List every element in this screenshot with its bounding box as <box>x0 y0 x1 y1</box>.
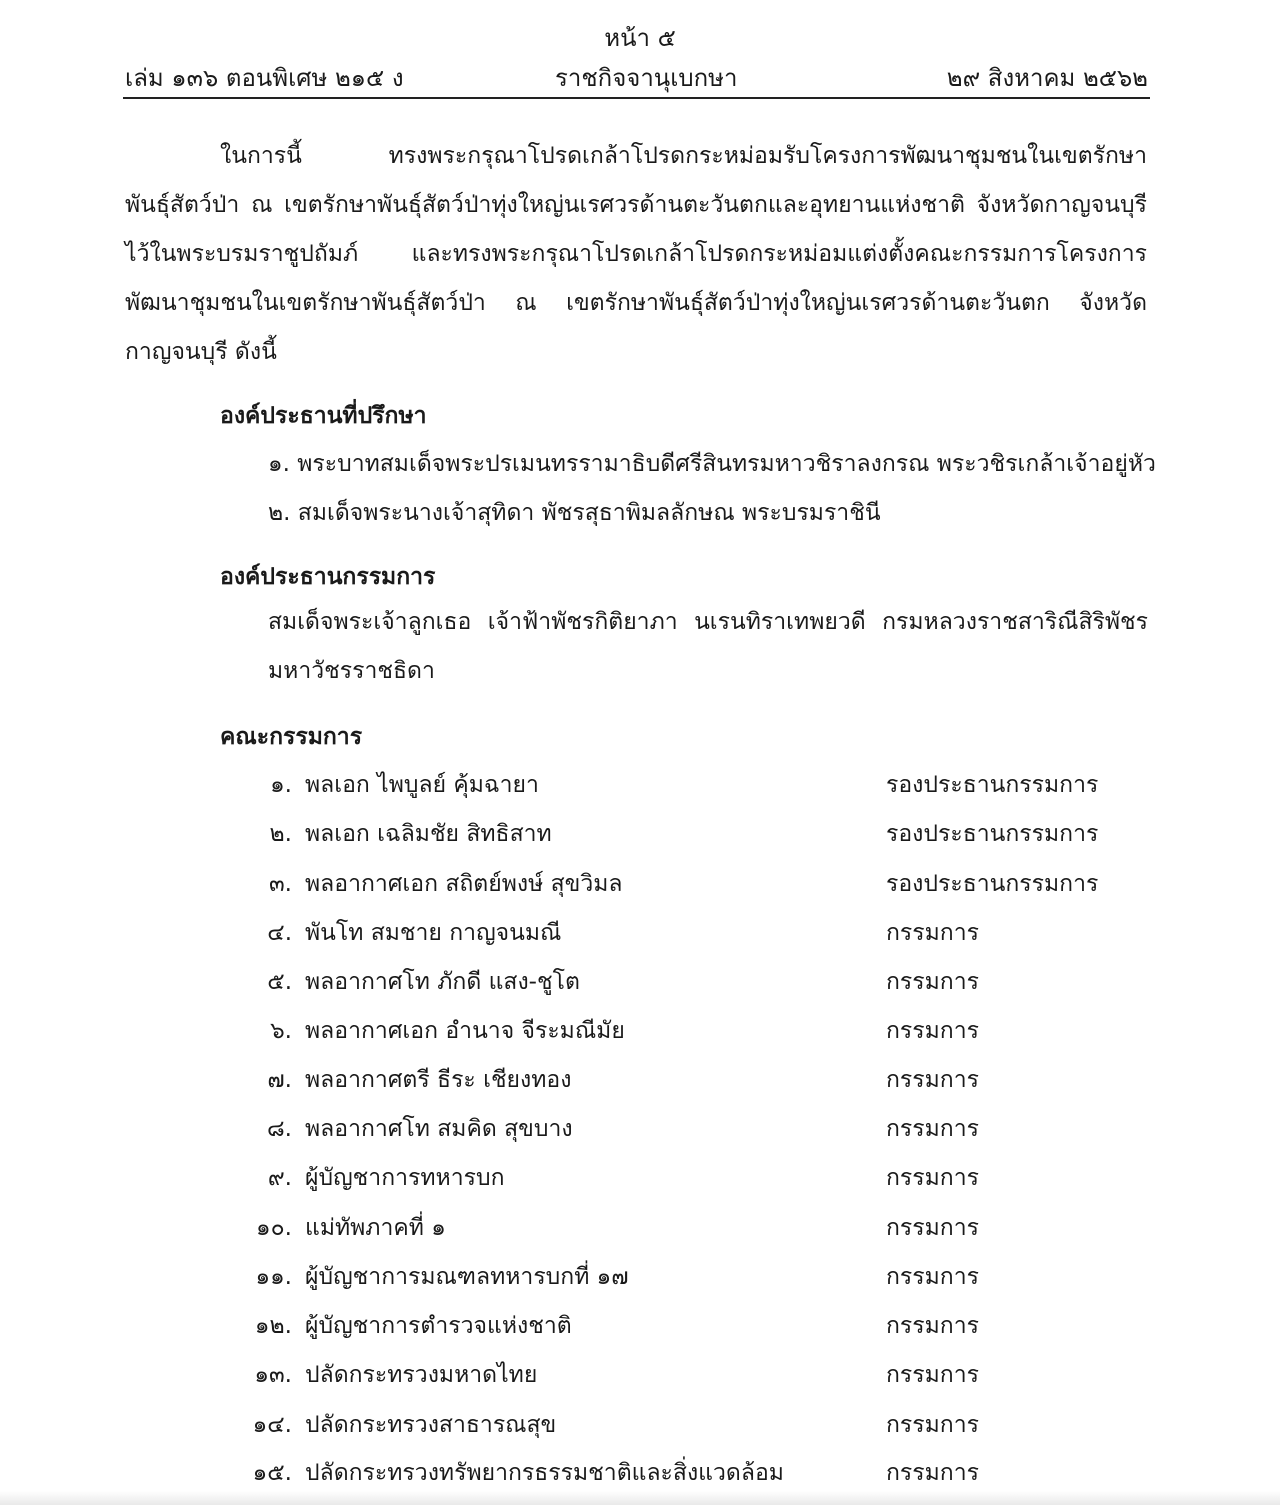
member-number: ๖. <box>270 1018 292 1044</box>
member-role: กรรมการ <box>886 1018 979 1044</box>
member-number: ๑๒. <box>254 1313 292 1339</box>
chair-text <box>268 598 1148 696</box>
committee-member <box>0 1062 1280 1098</box>
member-role: รองประธานกรรมการ <box>886 871 1099 897</box>
committee-member <box>0 915 1280 951</box>
member-role: กรรมการ <box>886 1165 979 1191</box>
member-number: ๒. <box>269 821 292 847</box>
member-name: พลอากาศโท สมคิด สุขบาง <box>305 1116 573 1142</box>
committee-member <box>0 1259 1280 1295</box>
publication-name: ราชกิจจานุเบกษา <box>555 64 738 92</box>
member-number: ๙. <box>267 1165 292 1191</box>
committee-member <box>0 866 1280 902</box>
member-number: ๔. <box>267 920 292 946</box>
member-role: กรรมการ <box>886 1362 979 1388</box>
member-name: ผู้บัญชาการตำรวจแห่งชาติ <box>305 1313 572 1339</box>
member-name: แม่ทัพภาคที่ ๑ <box>305 1215 446 1241</box>
member-number: ๑๕. <box>252 1460 292 1486</box>
advisor-item: ๒. สมเด็จพระนางเจ้าสุทิดา พัชรสุธาพิมลลักษณ พระบรมราชินี <box>268 500 881 526</box>
intro-line: ไว้ในพระบรมราชูปถัมภ์ และทรงพระกรุณาโปรดเกล้าโปรดกระหม่อมแต่งตั้งคณะกรรมการโครงการ <box>125 241 1147 267</box>
committee-member <box>0 1160 1280 1196</box>
member-name: ปลัดกระทรวงทรัพยากรธรรมชาติและสิ่งแวดล้อม <box>305 1460 784 1486</box>
member-number: ๕. <box>267 969 292 995</box>
header-divider <box>123 97 1150 99</box>
member-number: ๑. <box>270 772 292 798</box>
member-name: พลอากาศโท ภักดี แสง-ชูโต <box>305 969 580 995</box>
member-number: ๓. <box>268 871 292 897</box>
chair-heading: องค์ประธานกรรมการ <box>220 564 436 590</box>
member-number: ๑๓. <box>254 1362 292 1388</box>
committee-member <box>0 1455 1280 1491</box>
chair-line: มหาวัชรราชธิดา <box>268 658 435 684</box>
member-name: พลเอก ไพบูลย์ คุ้มฉายา <box>305 772 539 798</box>
member-name: ผู้บัญชาการทหารบก <box>305 1165 505 1191</box>
committee-member <box>0 964 1280 1000</box>
advisors-heading: องค์ประธานที่ปรึกษา <box>220 403 427 429</box>
member-number: ๑๔. <box>252 1412 292 1438</box>
member-name: ปลัดกระทรวงสาธารณสุข <box>305 1412 557 1438</box>
intro-line: ในการนี้ ทรงพระกรุณาโปรดเกล้าโปรดกระหม่อมรับโครงการพัฒนาชุมชนในเขตรักษา <box>220 143 1147 169</box>
member-role: รองประธานกรรมการ <box>886 821 1099 847</box>
advisor-item: ๑. พระบาทสมเด็จพระปรเมนทรรามาธิบดีศรีสินทรมหาวชิราลงกรณ พระวชิรเกล้าเจ้าอยู่หัว <box>268 451 1156 477</box>
intro-line: พันธุ์สัตว์ป่า ณ เขตรักษาพันธุ์สัตว์ป่าทุ่งใหญ่นเรศวรด้านตะวันตกและอุทยานแห่งชาติ จังหวัดกาญจนบุรี <box>125 192 1147 218</box>
chair-line: สมเด็จพระเจ้าลูกเธอ เจ้าฟ้าพัชรกิติยาภา นเรนทิราเทพยวดี กรมหลวงราชสาริณีสิริพัชร <box>268 609 1148 635</box>
member-name: พลอากาศเอก สถิตย์พงษ์ สุขวิมล <box>305 871 623 897</box>
committee-member <box>0 1013 1280 1049</box>
member-role: กรรมการ <box>886 1067 979 1093</box>
member-number: ๗. <box>267 1067 292 1093</box>
volume-info: เล่ม ๑๓๖ ตอนพิเศษ ๒๑๕ ง <box>125 64 404 92</box>
member-name: พันโท สมชาย กาญจนมณี <box>305 920 562 946</box>
member-role: กรรมการ <box>886 1460 979 1486</box>
committee-member <box>0 767 1280 803</box>
member-role: รองประธานกรรมการ <box>886 772 1099 798</box>
page-number: หน้า ๕ <box>604 24 676 52</box>
member-role: กรรมการ <box>886 1313 979 1339</box>
member-number: ๑๐. <box>256 1215 292 1241</box>
member-role: กรรมการ <box>886 969 979 995</box>
committee-member <box>0 1308 1280 1344</box>
member-name: พลอากาศตรี ธีระ เชียงทอง <box>305 1067 572 1093</box>
member-role: กรรมการ <box>886 1264 979 1290</box>
intro-paragraph <box>125 132 1147 377</box>
committee-heading: คณะกรรมการ <box>220 724 363 750</box>
member-name: ผู้บัญชาการมณฑลทหารบกที่ ๑๗ <box>305 1264 629 1290</box>
intro-line: กาญจนบุรี ดังนี้ <box>125 339 277 365</box>
member-number: ๘. <box>266 1116 292 1142</box>
member-name: พลอากาศเอก อำนาจ จีระมณีมัย <box>305 1018 625 1044</box>
member-role: กรรมการ <box>886 1215 979 1241</box>
member-number: ๑๑. <box>255 1264 292 1290</box>
publication-date: ๒๙ สิงหาคม ๒๕๖๒ <box>946 64 1148 92</box>
member-name: พลเอก เฉลิมชัย สิทธิสาท <box>305 821 552 847</box>
member-name: ปลัดกระทรวงมหาดไทย <box>305 1362 538 1388</box>
committee-member <box>0 816 1280 852</box>
committee-member <box>0 1210 1280 1246</box>
member-role: กรรมการ <box>886 1412 979 1438</box>
page-bottom-edge <box>0 1491 1280 1505</box>
intro-line: พัฒนาชุมชนในเขตรักษาพันธุ์สัตว์ป่า ณ เขตรักษาพันธุ์สัตว์ป่าทุ่งใหญ่นเรศวรด้านตะวันตก จังหวัด <box>125 290 1147 316</box>
member-role: กรรมการ <box>886 1116 979 1142</box>
committee-member <box>0 1111 1280 1147</box>
member-role: กรรมการ <box>886 920 979 946</box>
committee-member <box>0 1357 1280 1393</box>
page-header <box>125 58 1148 94</box>
committee-member <box>0 1407 1280 1443</box>
